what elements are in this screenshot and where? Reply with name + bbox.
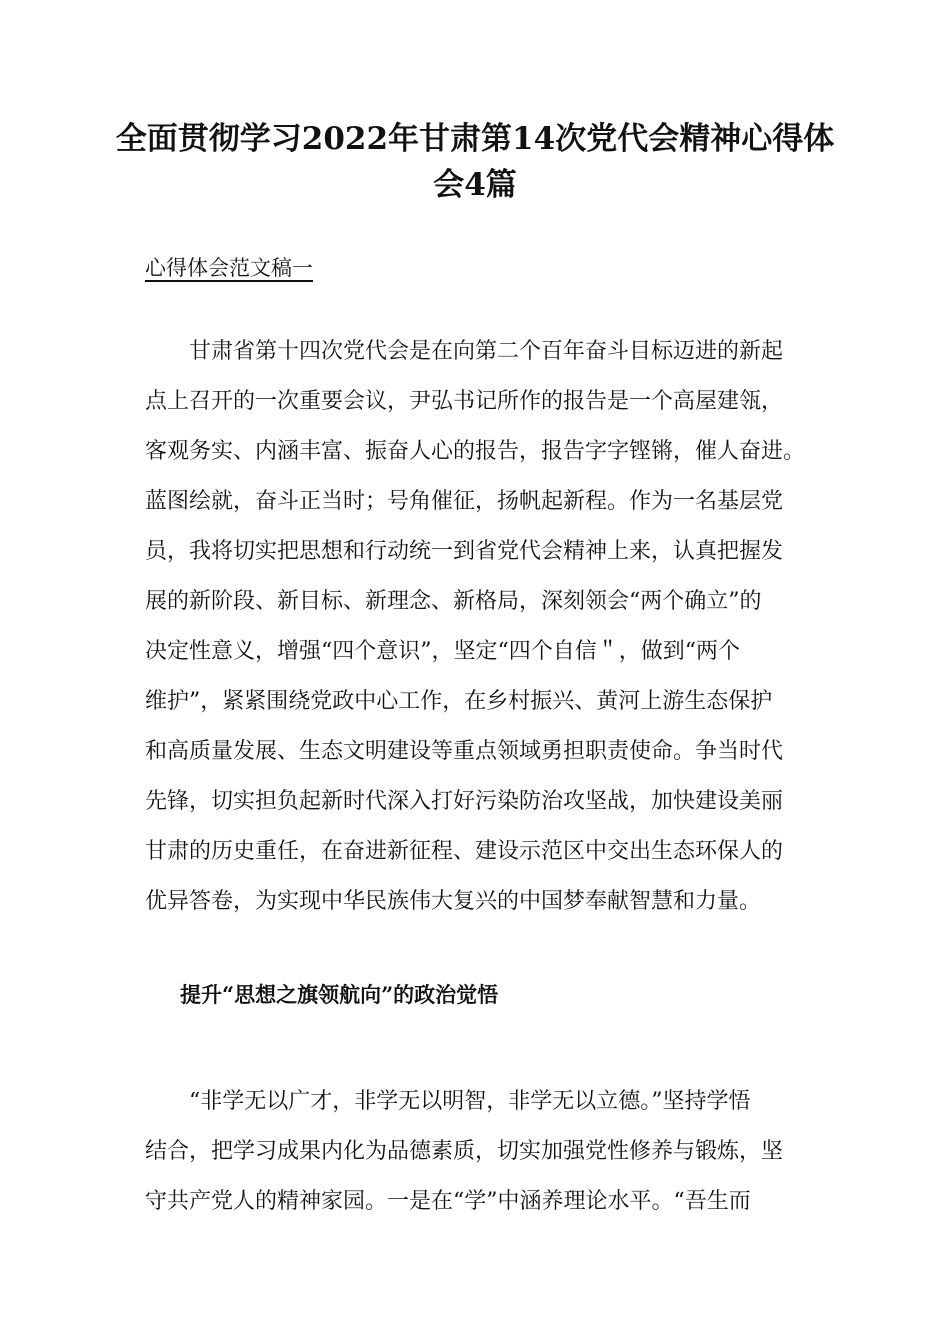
body-paragraph-1 [145,327,815,927]
paragraph-line: 决定性意义，增强“四个意识”，坚定“四个自信＂，做到“两个 [145,639,740,664]
paragraph-line: 蓝图绘就，奋斗正当时；号角催征，扬帆起新程。作为一名基层党 [145,489,784,514]
paragraph-line: “非学无以广才，非学无以明智，非学无以立德。”坚持学悟 [145,1089,751,1114]
body-paragraph-2 [145,1077,815,1227]
section-subheading: 提升“思想之旗领航向”的政治觉悟 [180,982,499,1007]
paragraph-line: 先锋，切实担负起新时代深入打好污染防治攻坚战，加快建设美丽 [145,789,784,814]
paragraph-line: 优异答卷，为实现中华民族伟大复兴的中国梦奉献智慧和力量。 [145,889,762,914]
paragraph-line: 甘肃省第十四次党代会是在向第二个百年奋斗目标迈进的新起 [145,339,784,364]
paragraph-line: 结合，把学习成果内化为品德素质，切实加强党性修养与锻炼，坚 [145,1139,784,1164]
paragraph-line: 点上召开的一次重要会议，尹弘书记所作的报告是一个高屋建瓴， [145,389,784,414]
paragraph-line: 展的新阶段、新目标、新理念、新格局，深刻领会“两个确立”的 [145,589,762,614]
paragraph-line: 员，我将切实把思想和行动统一到省党代会精神上来，认真把握发 [145,539,784,564]
section-label: 心得体会范文稿一 [145,256,313,280]
document-title-line-2: 会4篇 [433,167,517,203]
paragraph-line: 维护”，紧紧围绕党政中心工作，在乡村振兴、黄河上游生态保护 [145,689,773,714]
paragraph-line: 甘肃的历史重任，在奋进新征程、建设示范区中交出生态环保人的 [145,839,784,864]
document-title-line-1: 全面贯彻学习2022年甘肃第14次党代会精神心得体 [115,121,835,157]
paragraph-line: 和高质量发展、生态文明建设等重点领域勇担职责使命。争当时代 [145,739,784,764]
paragraph-line: 客观务实、内涵丰富、振奋人心的报告，报告字字铿锵，催人奋进。 [145,439,806,464]
paragraph-line: 守共产党人的精神家园。一是在“学”中涵养理论水平。“吾生而 [145,1189,751,1214]
